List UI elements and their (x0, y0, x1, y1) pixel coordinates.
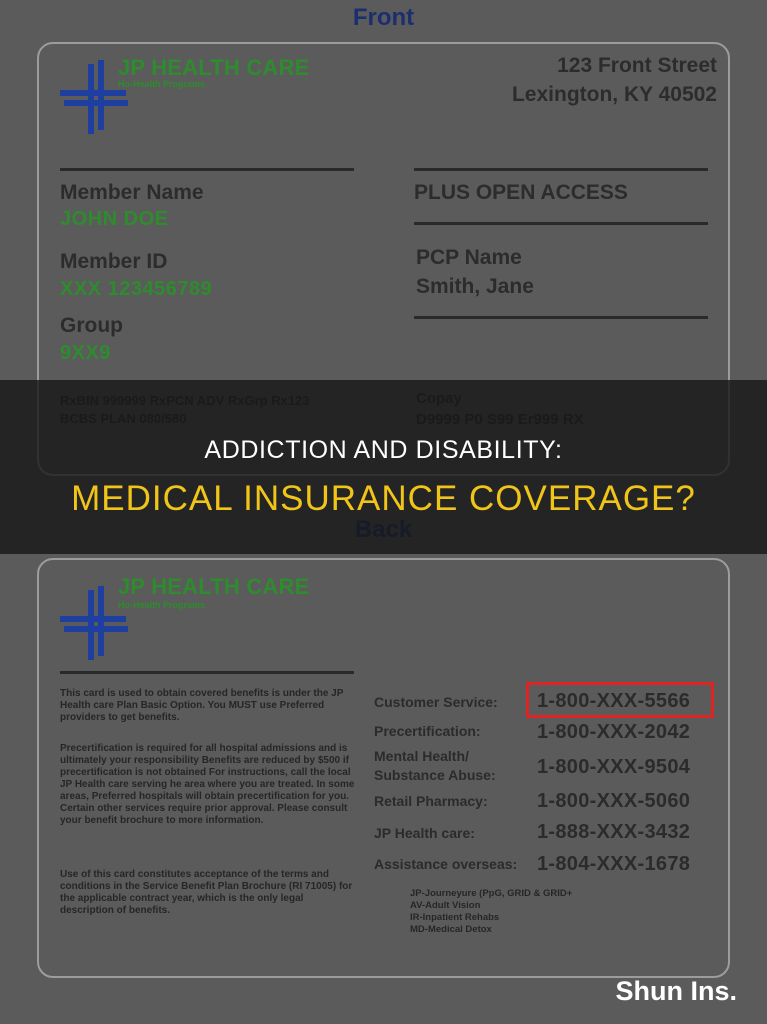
contact-label-mental-health: Mental Health/ Substance Abuse: (374, 748, 496, 783)
member-id-value: XXX 123456789 (60, 278, 213, 300)
back-paragraph-3: Use of this card constitutes acceptance of the terms and conditions in the Service Benefit Plan Brochure (RI 71005) for the applicable contract year, which is the only legal description of benefits. (60, 869, 353, 916)
front-logo-tagline: Ho-Health Programs (118, 79, 206, 89)
front-title: Front (352, 4, 415, 31)
back-logo-tagline: Ho-Health Programs (118, 600, 206, 610)
contact-phone-jp-health-care[interactable]: 1-888-XXX-3432 (537, 821, 691, 843)
highlight-box (526, 682, 714, 718)
back-paragraph-1: This card is used to obtain covered benefits is under the JP Health care Plan Basic Option. You MUST use Preferred providers to get benefits. (60, 688, 344, 723)
front-divider-plan (414, 222, 708, 225)
group-value: 9XX9 (60, 342, 111, 364)
front-divider-pcp (414, 316, 708, 319)
member-name-value: JOHN DOE (60, 208, 169, 230)
front-logo-name: JP HEALTH CARE (118, 55, 310, 80)
contact-label-retail-pharmacy: Retail Pharmacy: (374, 793, 488, 809)
contact-label-precertification: Precertification: (374, 723, 481, 739)
front-address-line1: 123 Front Street (557, 54, 717, 77)
plan-name: PLUS OPEN ACCESS (414, 181, 628, 204)
watermark: Shun Ins. (615, 976, 737, 1006)
title-banner (0, 380, 767, 554)
legend-line: JP-Journeyure (PpG, GRID & GRID+ (410, 888, 573, 899)
contact-phone-assistance-overseas[interactable]: 1-804-XXX-1678 (537, 853, 691, 875)
contact-phone-retail-pharmacy[interactable]: 1-800-XXX-5060 (537, 790, 691, 812)
back-logo-name: JP HEALTH CARE (118, 574, 310, 599)
front-divider-right (414, 168, 708, 171)
contact-label-assistance-overseas: Assistance overseas: (374, 856, 518, 872)
pcp-name: Smith, Jane (416, 275, 534, 298)
contact-phone-precertification[interactable]: 1-800-XXX-2042 (537, 721, 691, 743)
legend-line: MD-Medical Detox (410, 924, 492, 935)
front-address-line2: Lexington, KY 40502 (511, 83, 717, 106)
contact-phone-customer-service[interactable]: 1-800-XXX-5566 (537, 690, 691, 712)
legend-line: AV-Adult Vision (410, 900, 481, 911)
member-name-label: Member Name (60, 181, 204, 204)
front-divider-left (60, 168, 354, 171)
back-paragraph-2: Precertification is required for all hospital admissions and is ultimately your responsibility Benefits are reduced by $500 if precertification is not obtained For instructions, call the local JP Health care serving he area where you are treated. In some areas, Preferred hospitals will obtain precertification for you. Certain other services require prior approval. Please consult your benefit brochure to more information. (60, 743, 355, 826)
contact-phone-mental-health[interactable]: 1-800-XXX-9504 (537, 756, 691, 778)
contact-label-jp-health-care: JP Health care: (374, 825, 475, 841)
group-label: Group (60, 314, 123, 337)
back-divider-left (60, 671, 354, 674)
member-id-label: Member ID (60, 250, 168, 273)
contact-label-customer-service: Customer Service: (374, 694, 498, 710)
legend-line: IR-Inpatient Rehabs (410, 912, 500, 923)
banner-title-line1: ADDICTION AND DISABILITY: (204, 436, 563, 464)
pcp-label: PCP Name (416, 246, 522, 269)
banner-title-line2: MEDICAL INSURANCE COVERAGE? (71, 479, 696, 518)
